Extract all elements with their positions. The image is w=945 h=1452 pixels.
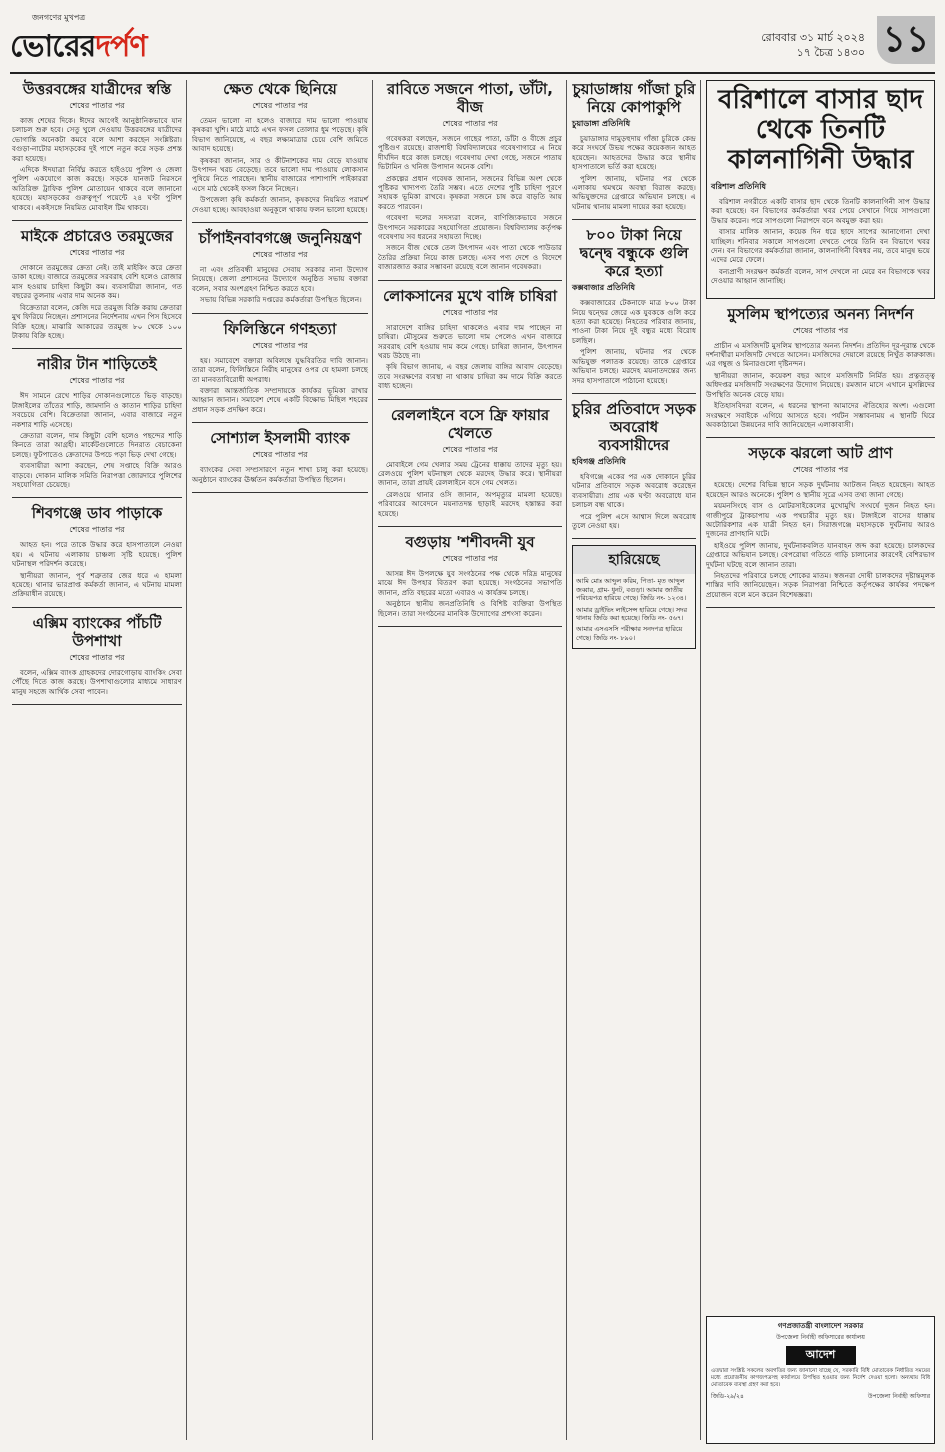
story-separator [706, 437, 935, 438]
story-kicker: শেষের পাতার পর [792, 325, 849, 335]
story-kicker: শেষের পাতার পর [252, 101, 308, 110]
news-story [192, 80, 368, 214]
story-headline: চাঁপাইনবাবগঞ্জে জনুনিয়ন্ত্রণ [198, 229, 362, 248]
lead-paragraph: বাসার মালিক জানান, কয়েক দিন ধরে ছাদে সাপের আনাগোনা দেখা যাচ্ছিল। শনিবার সকালে সাপগুলো দেখতে পেয়ে তিনি বন বিভাগে খবর দেন। বন বিভাগের কর্মকর্তারা জানান, কালনাগিনী বিষধর নয়, তবে মানুষ ভয়ে এদের মেরে ফেলে। [711, 227, 930, 265]
story-paragraph: হবিগঞ্জে একের পর এক দোকানে চুরির ঘটনার প্রতিবাদে সড়ক অবরোধ করেছেন ব্যবসায়ীরা। প্রায় এক ঘণ্টা অবরোধে যান চলাচল বন্ধ থাকে। [572, 471, 696, 510]
story-paragraph: রেলওয়ে থানার ওসি জানান, অপমৃত্যুর মামলা হয়েছে। পরিবারের আবেদনে ময়নাতদন্ত ছাড়াই মরদেহ হস্তান্তর করা হয়েছে। [378, 489, 562, 518]
lost-notices-title: হারিয়েছে [573, 546, 695, 574]
story-paragraph: মোবাইলে গেম খেলার সময় ট্রেনের ধাক্কায় তাদের মৃত্যু হয়। রেলওয়ে পুলিশ ঘটনাস্থল থেকে মরদেহ উদ্ধার করে। স্থানীয়রা জানান, তারা প্রায়ই রেললাইনে বসে গেম খেলত। [378, 459, 562, 488]
story-paragraph: কাজ শেষের দিকে। ঈদের আগেই আনুষ্ঠানিকভাবে যান চলাচল শুরু হবে। সেতু খুলে দেওয়ায় উত্তরবঙ্গের যাত্রীদের ভোগান্তি অনেকটা কমবে বলে আশা করছেন সংশ্লিষ্টরা। বগুড়া-নাটোর মহাসড়কের দুই পাশে নতুন করে সড়ক প্রশস্ত করা হয়েছে। [12, 116, 182, 163]
story-paragraph: স্থানীয়রা জানান, কয়েকশ বছর আগে মসজিদটি নির্মিত হয়। প্রত্নতত্ত্ব অধিদপ্তর মসজিদটি সংরক্ষণের উদ্যোগ নিয়েছে। রমজান মাসে এখানে মুসল্লিদের উপস্থিতি অনেক বেড়ে যায়। [706, 370, 935, 399]
story-separator [378, 280, 562, 281]
notice-footer [707, 1389, 934, 1404]
story-kicker: শেষের পাতার পর [69, 101, 125, 110]
story-paragraph: ঈদ সামনে রেখে শাড়ির দোকানগুলোতে ভিড় বাড়ছে। টাঙ্গাইলের তাঁতের শাড়ি, জামদানি ও কাতান শাড়ির চাহিদা সবচেয়ে বেশি। বিক্রেতারা জানান, এবার বাজারে নতুন নকশার শাড়ি এসেছে। [12, 391, 182, 429]
page-number: ১১ [877, 16, 935, 64]
story-headline: ফিলিস্তিনে গণহত্যা [223, 319, 337, 338]
story-separator [12, 497, 182, 498]
story-kicker: শেষের পাতার পর [442, 307, 498, 317]
story-paragraph: পরে পুলিশ এসে আশ্বাস দিলে অবরোধ তুলে নেওয়া হয়। [572, 511, 696, 530]
column-4 [572, 80, 696, 649]
column-rule [186, 80, 187, 1440]
news-story [192, 229, 368, 305]
story-headline: চুয়াডাঙ্গায় গাঁজা চুরি নিয়ে কোপাকুপি [572, 80, 696, 116]
story-paragraph: সারাদেশে বাঙ্গির চাহিদা থাকলেও এবার দাম পাচ্ছেন না চাষিরা। মৌসুমের শুরুতে ভালো দাম পেলেও এখন বাজারে সরবরাহ বেশি হওয়ায় দাম কমে গেছে। চাষিরা জানান, উৎপাদন খরচ উঠছে না। [378, 322, 562, 360]
notice-office: উপজেলা নির্বাহী অফিসারের কার্যালয় [776, 1334, 865, 1341]
date-gregorian: রোববার ৩১ মার্চ ২০২৪ [761, 31, 865, 44]
story-separator [706, 607, 935, 608]
government-notice [706, 1316, 935, 1444]
column-2 [192, 80, 368, 499]
story-paragraph: বক্তারা আন্তর্জাতিক সম্প্রদায়কে কার্যকর ভূমিকা রাখার আহ্বান জানান। সমাবেশ শেষে একটি বিক্ষোভ মিছিল শহরের প্রধান সড়ক প্রদক্ষিণ করে। [192, 385, 368, 414]
column-1 [12, 80, 182, 711]
notice-title: আদেশ [786, 1346, 856, 1365]
news-story [706, 444, 935, 599]
news-story [378, 406, 562, 518]
news-story [12, 614, 182, 696]
story-separator [192, 313, 368, 314]
story-separator [12, 348, 182, 349]
story-headline: নারীর টান শাড়িতেই [37, 355, 157, 374]
date-bengali: ১৭ চৈত্র ১৪৩০ [796, 46, 865, 59]
news-story [192, 320, 368, 414]
story-paragraph: প্রাচীন এ মসজিদটি মুসলিম স্থাপত্যের অনন্য নিদর্শন। প্রতিদিন দূর-দূরান্ত থেকে দর্শনার্থীরা মসজিদটি দেখতে আসেন। মসজিদের দেয়ালে রয়েছে নিখুঁত কারুকাজ। এর গম্বুজ ও মিনারগুলো দৃষ্টিনন্দন। [706, 340, 935, 369]
story-paragraph: কক্সবাজারের টেকনাফে মাত্র ৮০০ টাকা নিয়ে দ্বন্দ্বের জেরে এক যুবককে গুলি করে হত্যা করা হয়েছে। নিহতের পরিবার জানায়, পাওনা টাকা নিয়ে দুই বন্ধুর মধ্যে বিরোধ চলছিল। [572, 298, 696, 345]
story-paragraph: কৃষকরা জানান, সার ও কীটনাশকের দাম বেড়ে যাওয়ায় উৎপাদন খরচ বেড়েছে। তবে ভালো দাম পাওয়ায় লোকসান পুষিয়ে নিতে পারছেন। স্থানীয় বাজারের পাশাপাশি পাইকাররা এসে মাঠ থেকেই ফসল কিনে নিচ্ছেন। [192, 155, 368, 193]
story-paragraph: হাইওয়ে পুলিশ জানায়, দুর্ঘটনাকবলিত যানবাহন জব্দ করা হয়েছে। চালকদের গ্রেপ্তারে অভিযান চলছে। বেপরোয়া গতিতে গাড়ি চালানোর কারণেই বেশিরভাগ দুর্ঘটনা ঘটছে বলে জানান তারা। [706, 540, 935, 569]
dateline [761, 30, 865, 60]
story-paragraph: না এবং প্রতিবন্ধী মানুষের সেবায় সরকার নানা উদ্যোগ নিয়েছে। জেলা প্রশাসনের উদ্যোগে অনুষ্ঠিত সভায় বক্তারা বলেন, সবার অংশগ্রহণ নিশ্চিত করতে হবে। [192, 265, 368, 293]
story-separator [378, 526, 562, 527]
notice-signatory: উপজেলা নির্বাহী অফিসার [867, 1393, 930, 1400]
story-headline: লোকসানের মুখে বাঙ্গি চাষিরা [382, 286, 557, 305]
story-paragraph: উপজেলা কৃষি কর্মকর্তা জানান, কৃষকদের নিয়মিত পরামর্শ দেওয়া হচ্ছে। আবহাওয়া অনুকূলে থাকায় ফলন ভালো হয়েছে। [192, 195, 368, 214]
story-paragraph: ব্যবসায়ীরা আশা করছেন, শেষ সপ্তাহে বিক্রি আরও বাড়বে। দোকান মালিক সমিতি নিরাপত্তা জোরদারে পুলিশের সহযোগিতা চেয়েছে। [12, 461, 182, 489]
story-headline: মাইকে প্রচারেও তরমুজের [21, 227, 173, 246]
lead-headline: বরিশালে বাসার ছাদ থেকে তিনটি কালনাগিনী উদ্ধার [717, 85, 924, 175]
story-kicker: শেষের পাতার পর [442, 119, 498, 128]
notice-ref: জিডি-২৯/২৪ [711, 1393, 744, 1400]
story-paragraph: হয়। সমাবেশে বক্তারা অবিলম্বে যুদ্ধবিরতির দাবি জানান। তারা বলেন, ফিলিস্তিনে নিরীহ মানুষের ওপর যে হামলা চলছে তা মানবতাবিরোধী অপরাধ। [192, 355, 368, 384]
story-paragraph: আহত হন। পরে তাকে উদ্ধার করে হাসপাতালে নেওয়া হয়। এ ঘটনায় এলাকায় চাঞ্চল্য সৃষ্টি হয়েছে। পুলিশ ঘটনাস্থল পরিদর্শন করেছে। [12, 540, 182, 569]
story-paragraph: সজনে বীজ থেকে তেল উৎপাদন এবং পাতা থেকে পাউডার তৈরির প্রক্রিয়া নিয়ে কাজ চলছে। এসব পণ্য দেশে ও বিদেশে বাজারজাত করার সম্ভাবনা রয়েছে বলে জানান গবেষকরা। [378, 243, 562, 272]
story-paragraph: কৃষি বিভাগ জানায়, এ বছর জেলায় বাঙ্গির আবাদ বেড়েছে। তবে সংরক্ষণের ব্যবস্থা না থাকায় চাষিরা কম দামে বিক্রি করতে বাধ্য হচ্ছেন। [378, 362, 562, 391]
notice-body: এতদ্বারা সংশ্লিষ্ট সকলের অবগতির জন্য জানানো যাচ্ছে যে, সরকারি বিধি মোতাবেক নির্ধারিত সময়ের মধ্যে প্রয়োজনীয় কাগজপত্রসহ কার্যালয়ে উপস্থিত হওয়ার জন্য নির্দেশ দেওয়া হলো। অন্যথায় বিধি মোতাবেক ব্যবস্থা গ্রহণ করা হবে। [711, 1368, 930, 1388]
story-paragraph: বলেন, এক্সিম ব্যাংক গ্রাহকদের দোরগোড়ায় ব্যাংকিং সেবা পৌঁছে দিতে কাজ করছে। উপশাখাগুলোর মাধ্যমে সাধারণ মানুষ সহজে আর্থিক সেবা পাবেন। [12, 667, 182, 696]
news-story [378, 533, 562, 618]
column-3 [378, 80, 562, 633]
story-paragraph: এদিকে ঈদযাত্রা নির্বিঘ্ন করতে হাইওয়ে পুলিশ ও জেলা পুলিশ একযোগে কাজ করছে। সড়কে যানজট নিরসনে অতিরিক্ত ট্রাফিক পুলিশ মোতায়েন থাকবে বলে জানানো হয়েছে। মহাসড়কের গুরুত্বপূর্ণ পয়েন্টে ২৪ ঘণ্টা পুলিশ থাকবে। একইসঙ্গে নিয়মিত মোবাইল টিম থাকবে। [12, 165, 182, 212]
lead-column [706, 80, 935, 614]
story-paragraph: বিক্রেতারা বলেন, কেজি দরে তরমুজ বিক্রি করায় ক্রেতারা মুখ ফিরিয়ে নিচ্ছেন। প্রশাসনের নির্দেশনায় এখন পিস হিসেবে বিক্রি হচ্ছে। মাঝারি আকারের তরমুজ ৮০ থেকে ১০০ টাকায় বিক্রি হচ্ছে। [12, 302, 183, 340]
story-paragraph: গবেষকরা বলছেন, সজনে গাছের পাতা, ডাঁটা ও বীজে প্রচুর পুষ্টিগুণ রয়েছে। রাজশাহী বিশ্ববিদ্যালয়ের গবেষণাগারে এ নিয়ে দীর্ঘদিন ধরে কাজ চলছে। গবেষণায় দেখা গেছে, সজনে পাতায় ভিটামিন ও খনিজ উপাদান অনেক বেশি। [378, 134, 562, 172]
story-byline: হবিগঞ্জ প্রতিনিধি [572, 456, 626, 466]
story-headline: সড়কে ঝরলো আট প্রাণ [748, 444, 893, 463]
story-headline: ৮০০ টাকা নিয়ে দ্বন্দ্বে বন্ধুকে গুলি করে হত্যা [579, 226, 689, 281]
story-separator [572, 393, 696, 394]
story-byline: চুয়াডাঙ্গা প্রতিনিধি [572, 119, 631, 128]
story-headline: উত্তরবঙ্গের যাত্রীদের স্বস্তি [22, 80, 172, 98]
story-separator [378, 626, 562, 627]
lead-paragraph: বরিশাল নগরীতে একটি বাসার ছাদ থেকে তিনটি কালনাগিনী সাপ উদ্ধার করা হয়েছে। বন বিভাগের কর্মকর্তারা খবর পেয়ে সেখানে গিয়ে সাপগুলো উদ্ধার করেন। পরে সাপগুলো নিরাপদে বনে অবমুক্ত করা হয়। [711, 197, 930, 225]
news-story [12, 227, 182, 340]
column-rule [700, 80, 701, 1440]
story-paragraph: প্রকল্পের প্রধান গবেষক জানান, সজনের বিভিন্ন অংশ থেকে পুষ্টিকর খাদ্যপণ্য তৈরি সম্ভব। এতে দেশের পুষ্টি চাহিদা পূরণে সহায়ক ভূমিকা রাখবে। কৃষকরা সজনে চাষ করে বাড়তি আয় করতে পারবেন। [378, 173, 562, 211]
news-story [572, 80, 696, 211]
story-kicker: শেষের পাতার পর [442, 553, 498, 563]
story-separator [192, 422, 368, 423]
story-separator [572, 219, 696, 220]
lost-notice-item: আমি মোঃ আব্দুল করিম, পিতা- মৃত আব্দুল জব্বার, গ্রাম- ধুনট, বগুড়া। আমার জাতীয় পরিচয়পত্র হারিয়ে গেছে। জিডি নং- ১২৩৪। [576, 577, 687, 603]
story-kicker: শেষের পাতার পর [69, 376, 125, 386]
story-kicker: শেষের পাতার পর [442, 444, 498, 454]
news-story [378, 287, 562, 391]
story-headline: চুরির প্রতিবাদে সড়ক অবরোধ ব্যবসায়ীদের [572, 399, 696, 454]
story-headline: শিবগঞ্জে ডাব পাড়াকে [31, 504, 163, 523]
story-paragraph: স্থানীয়রা জানান, পূর্ব শত্রুতার জের ধরে এ হামলা হয়েছে। থানার ভারপ্রাপ্ত কর্মকর্তা জানান, এ ঘটনায় মামলা প্রক্রিয়াধীন রয়েছে। [12, 570, 182, 599]
logo-name [10, 22, 147, 73]
story-paragraph: দোকানে তরমুজের ক্রেতা নেই। তাই মাইকিং করে ক্রেতা ডাকা হচ্ছে। বাজারে তরমুজের সরবরাহ বেশি হলেও রোজার মাস হওয়ায় চাহিদা কিছুটা কম। ব্যবসায়ীরা জানান, গত বছরের তুলনায় এবার দাম অনেক কম। [12, 263, 182, 301]
newspaper-logo [10, 12, 160, 66]
story-paragraph: ক্রেতারা বলেন, দাম কিছুটা বেশি হলেও পছন্দের শাড়ি কিনতে তারা আগ্রহী। মার্কেটগুলোতে দিনরাত বেচাকেনা চলছে। ফুটপাতেও ক্রেতাদের উপচে পড়া ভিড় দেখা গেছে। [12, 430, 182, 459]
logo-name-part1: ভোরের [10, 29, 96, 64]
story-kicker: শেষের পাতার পর [69, 248, 125, 258]
story-headline: বগুড়ায় 'শশীবদনী যুব [405, 532, 535, 551]
story-byline: কক্সবাজার প্রতিনিধি [572, 283, 636, 293]
lost-notice-item: আমার এসএসসি পরীক্ষার সনদপত্র হারিয়ে গেছে। জিডি নং- ৮৯০। [576, 625, 683, 642]
story-paragraph: চুয়াডাঙ্গার দামুড়হুদায় গাঁজা চুরিকে কেন্দ্র করে সংঘর্ষে উভয় পক্ষের কয়েকজন আহত হয়েছেন। আহতদের উদ্ধার করে স্থানীয় হাসপাতালে ভর্তি করা হয়েছে। [572, 134, 696, 172]
story-separator [572, 538, 696, 539]
story-paragraph: ইতিহাসবিদরা বলেন, এ ধরনের স্থাপনা আমাদের ঐতিহ্যের অংশ। এগুলো সংরক্ষণে সবাইকে এগিয়ে আসতে হবে। পর্যটন সম্ভাবনাময় এ স্থানটি ঘিরে অবকাঠামো উন্নয়নের দাবি জানিয়েছেন এলাকাবাসী। [706, 401, 935, 429]
column-rule [372, 80, 373, 1440]
news-story [378, 80, 562, 272]
story-paragraph: পুলিশ জানায়, ঘটনার পর থেকে এলাকায় থমথমে অবস্থা বিরাজ করছে। অভিযুক্তদের গ্রেপ্তারে অভিযান চলছে। এ ঘটনায় থানায় মামলা দায়ের করা হয়েছে। [572, 173, 696, 211]
story-paragraph: ময়মনসিংহে বাস ও মোটরসাইকেলের মুখোমুখি সংঘর্ষে দুজন নিহত হন। গাজীপুরে ট্রাকচাপায় এক পথচারীর মৃত্যু হয়। টাঙ্গাইলে বাসের ধাক্কায় অটোরিকশার এক যাত্রী নিহত হন। সিরাজগঞ্জে মহাসড়কে দুর্ঘটনায় আরও দুজনের প্রাণহানি ঘটে। [706, 501, 935, 539]
story-headline: রেললাইনে বসে ফ্রি ফায়ার খেলতে [390, 405, 550, 442]
story-kicker: শেষের পাতার পর [69, 525, 125, 535]
story-kicker: শেষের পাতার পর [252, 450, 308, 460]
story-kicker: শেষের পাতার পর [252, 250, 308, 260]
column-rule [566, 80, 567, 1440]
news-story [192, 429, 368, 484]
masthead [10, 8, 935, 74]
lead-byline: বরিশাল প্রতিনিধি [711, 182, 767, 191]
story-headline: এক্সিম ব্যাংকের পাঁচটি উপশাখা [32, 613, 162, 650]
story-paragraph: ব্যাংকের সেবা সম্প্রসারণে নতুন শাখা চালু করা হয়েছে। অনুষ্ঠানে ব্যাংকের ঊর্ধ্বতন কর্মকর্তারা উপস্থিত ছিলেন। [192, 465, 368, 484]
lead-paragraph: বন্যপ্রাণী সংরক্ষণ কর্মকর্তা বলেন, সাপ দেখলে না মেরে বন বিভাগকে খবর দেওয়ার আহ্বান জানাচ্ছি। [711, 266, 930, 286]
news-story [12, 504, 182, 598]
story-paragraph: নিহতদের পরিবারে চলছে শোকের মাতম। স্বজনরা দোষী চালকদের দৃষ্টান্তমূলক শাস্তির দাবি জানিয়েছেন। সড়ক নিরাপত্তা নিশ্চিতে কর্তৃপক্ষের কার্যকর পদক্ষেপ প্রয়োজন বলে মনে করেন বিশেষজ্ঞরা। [706, 570, 935, 599]
lead-story [706, 80, 935, 299]
story-paragraph: পুলিশ জানায়, ঘটনার পর থেকে অভিযুক্ত পলাতক রয়েছে। তাকে গ্রেপ্তারে অভিযান চলছে। মরদেহ ময়নাতদন্তের জন্য সদর হাসপাতালে পাঠানো হয়েছে। [572, 347, 696, 385]
news-story [572, 226, 696, 385]
story-paragraph: আসন্ন ঈদ উপলক্ষে যুব সংগঠনের পক্ষ থেকে দরিদ্র মানুষের মাঝে ঈদ উপহার বিতরণ করা হয়েছে। সংগঠনের সভাপতি জানান, প্রতি বছরের মতো এবারও এ কার্যক্রম চলছে। [378, 568, 562, 597]
story-paragraph: গবেষণা দলের সদস্যরা বলেন, বাণিজ্যিকভাবে সজনে উৎপাদনে সরকারের সহযোগিতা প্রয়োজন। বিশ্ববিদ্যালয় কর্তৃপক্ষ গবেষণায় সব ধরনের সহায়তা দিচ্ছে। [378, 213, 562, 242]
story-paragraph: অনুষ্ঠানে স্থানীয় জনপ্রতিনিধি ও বিশিষ্ট ব্যক্তিরা উপস্থিত ছিলেন। তারা সংগঠনের মানবিক উদ্যোগের প্রশংসা করেন। [378, 599, 562, 618]
story-headline: ক্ষেত থেকে ছিনিয়ে [223, 80, 337, 98]
news-story [572, 400, 696, 530]
logo-tagline: জনগণের মুখপত্র [32, 13, 86, 22]
news-story [12, 355, 182, 489]
story-kicker: শেষের পাতার পর [252, 340, 308, 350]
story-headline: সোশ্যাল ইসলামী ব্যাংক [210, 429, 350, 448]
news-story [12, 80, 182, 212]
story-headline: মুসলিম স্থাপত্যের অনন্য নিদর্শন [727, 304, 914, 323]
notice-government: গণপ্রজাতন্ত্রী বাংলাদেশ সরকার [777, 1322, 864, 1330]
story-separator [12, 607, 182, 608]
story-separator [192, 222, 368, 223]
story-headline: রাবিতে সজনে পাতা, ডাঁটা, বীজ [387, 80, 553, 116]
story-kicker: শেষের পাতার পর [792, 465, 849, 475]
story-kicker: শেষের পাতার পর [69, 652, 125, 662]
story-paragraph: হয়েছে। দেশের বিভিন্ন স্থানে সড়ক দুর্ঘটনায় আটজন নিহত হয়েছেন। আহত হয়েছেন আরও অনেকে। পুলিশ ও স্থানীয় সূত্রে এসব তথ্য জানা গেছে। [706, 480, 935, 499]
story-paragraph: তেমন ভালো না হলেও বাজারে দাম ভালো পাওয়ায় কৃষকরা খুশি। মাঠে মাঠে এখন ফসল তোলার ধুম পড়েছে। কৃষি বিভাগ জানিয়েছে, এ বছর লক্ষ্যমাত্রার চেয়ে বেশি জমিতে আবাদ হয়েছে। [192, 116, 368, 154]
logo-name-part2: দর্পণ [95, 29, 147, 64]
story-separator [378, 399, 562, 400]
story-separator [12, 704, 182, 705]
news-story [706, 305, 935, 430]
lost-notices [572, 545, 696, 649]
story-paragraph: সভায় বিভিন্ন সরকারি দপ্তরের কর্মকর্তারা উপস্থিত ছিলেন। [200, 295, 362, 305]
story-separator [192, 492, 368, 493]
story-separator [12, 220, 182, 221]
lost-notice-item: আমার ড্রাইভিং লাইসেন্স হারিয়ে গেছে। সদর থানায় জিডি করা হয়েছে। জিডি নং- ৫৬৭। [576, 605, 687, 622]
